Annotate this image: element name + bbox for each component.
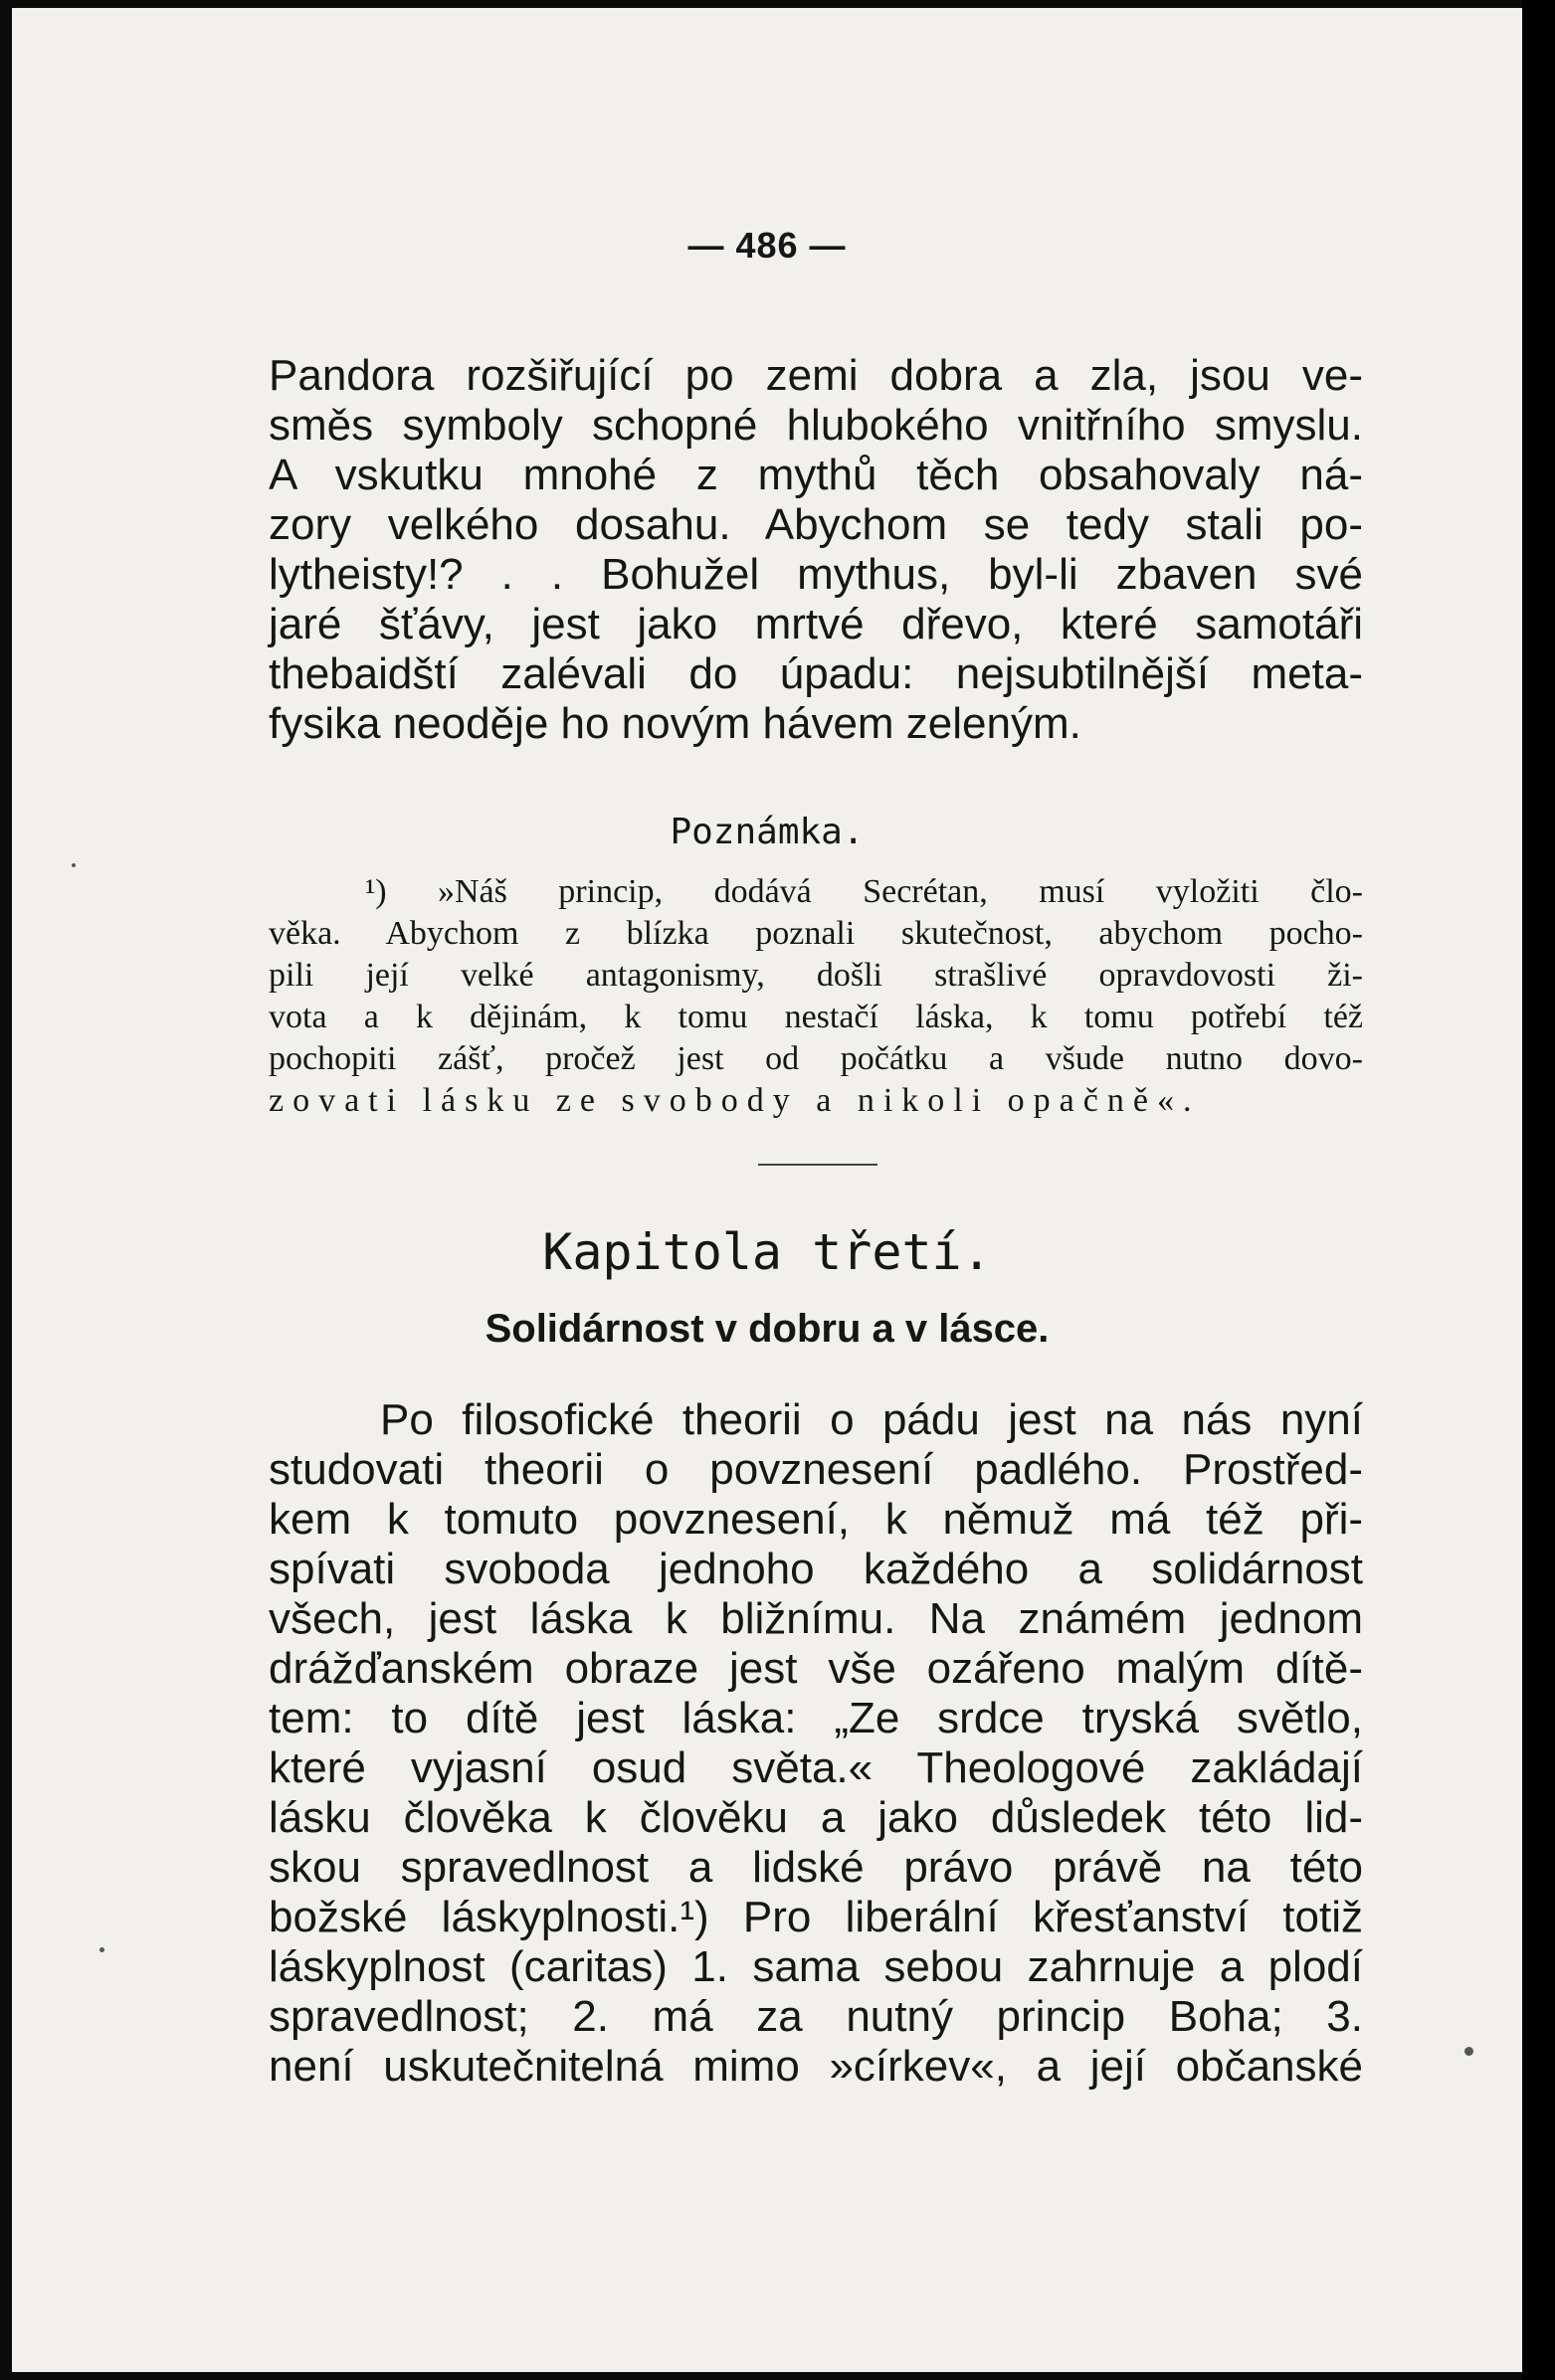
footnote-line: pochopiti zášť, pročež jest od počátku a všude nutno dovo- [269, 1040, 1363, 1077]
footnote-line: zovati lásku ze svobody a nikoli opačně«. [269, 1082, 1201, 1119]
text-line: směs symboly schopné hlubokého vnitřního smyslu. [269, 401, 1363, 450]
text-line: studovati theorii o povznesení padlého. Prostřed- [269, 1445, 1363, 1494]
text-line: spívati svoboda jednoho každého a solidárnost [269, 1545, 1363, 1593]
text-line: skou spravedlnost a lidské právo právě na této [269, 1843, 1363, 1892]
text-line: božské láskyplnosti.¹) Pro liberální křesťanství totiž [269, 1893, 1363, 1941]
text-line: láskyplnost (caritas) 1. sama sebou zahrnuje a plodí [269, 1942, 1363, 1991]
text-line: jaré šťávy, jest jako mrtvé dřevo, které samotáři [269, 600, 1363, 648]
text-line: spravedlnost; 2. má za nutný princip Boha; 3. [269, 1992, 1363, 2041]
text-line: thebaidští zalévali do úpadu: nejsubtilnější meta- [269, 649, 1363, 698]
scan-dark-edge [1522, 0, 1555, 2380]
text-line: lásku člověka k člověku a jako důsledek této lid- [269, 1793, 1363, 1842]
text-line: není uskutečnitelná mimo »církev«, a její občanské [269, 2042, 1363, 2091]
text-line: zory velkého dosahu. Abychom se tedy stali po- [269, 500, 1363, 549]
footnote-line: věka. Abychom z blízka poznali skutečnost, abychom pocho- [269, 915, 1363, 952]
footnote-line: ¹) »Náš princip, dodává Secrétan, musí vyložiti člo- [365, 873, 1363, 910]
text-line: kem k tomuto povznesení, k němuž má též při- [269, 1495, 1363, 1544]
chapter-title: Kapitola třetí. [542, 1223, 992, 1281]
text-line: A vskutku mnohé z mythů těch obsahovaly ná- [269, 451, 1363, 499]
text-line: které vyjasní osud světa.« Theologové zakládají [269, 1743, 1363, 1792]
text-line: drážďanském obraze jest vše ozářeno malým dítě- [269, 1644, 1363, 1693]
section-title: Solidárnost v dobru a v lásce. [485, 1307, 1050, 1351]
page-number: — 486 — [687, 225, 847, 266]
footnote-line: vota a k dějinám, k tomu nestačí láska, k tomu potřebí též [269, 999, 1363, 1035]
text-line: lytheisty!? . . Bohužel mythus, byl-li zbaven své [269, 550, 1363, 599]
section-divider [758, 1164, 877, 1166]
text-line: všech, jest láska k bližnímu. Na známém jednom [269, 1594, 1363, 1643]
text-line: Pandora rozšiřující po zemi dobra a zla, jsou ve- [269, 351, 1363, 400]
text-line: tem: to dítě jest láska: „Ze srdce tryská světlo, [269, 1694, 1363, 1742]
footnote-line: pili její velké antagonismy, došli strašlivé opravdovosti ži- [269, 957, 1363, 994]
note-heading: Poznámka. [670, 812, 865, 852]
scan-speck [99, 1947, 104, 1952]
scan-speck [72, 863, 76, 867]
text-line: Po filosofické theorii o pádu jest na nás nyní [380, 1395, 1363, 1444]
text-line: fysika neoděje ho novým hávem zeleným. [269, 699, 1081, 748]
scan-speck [1464, 2047, 1473, 2056]
book-page [12, 8, 1522, 2372]
